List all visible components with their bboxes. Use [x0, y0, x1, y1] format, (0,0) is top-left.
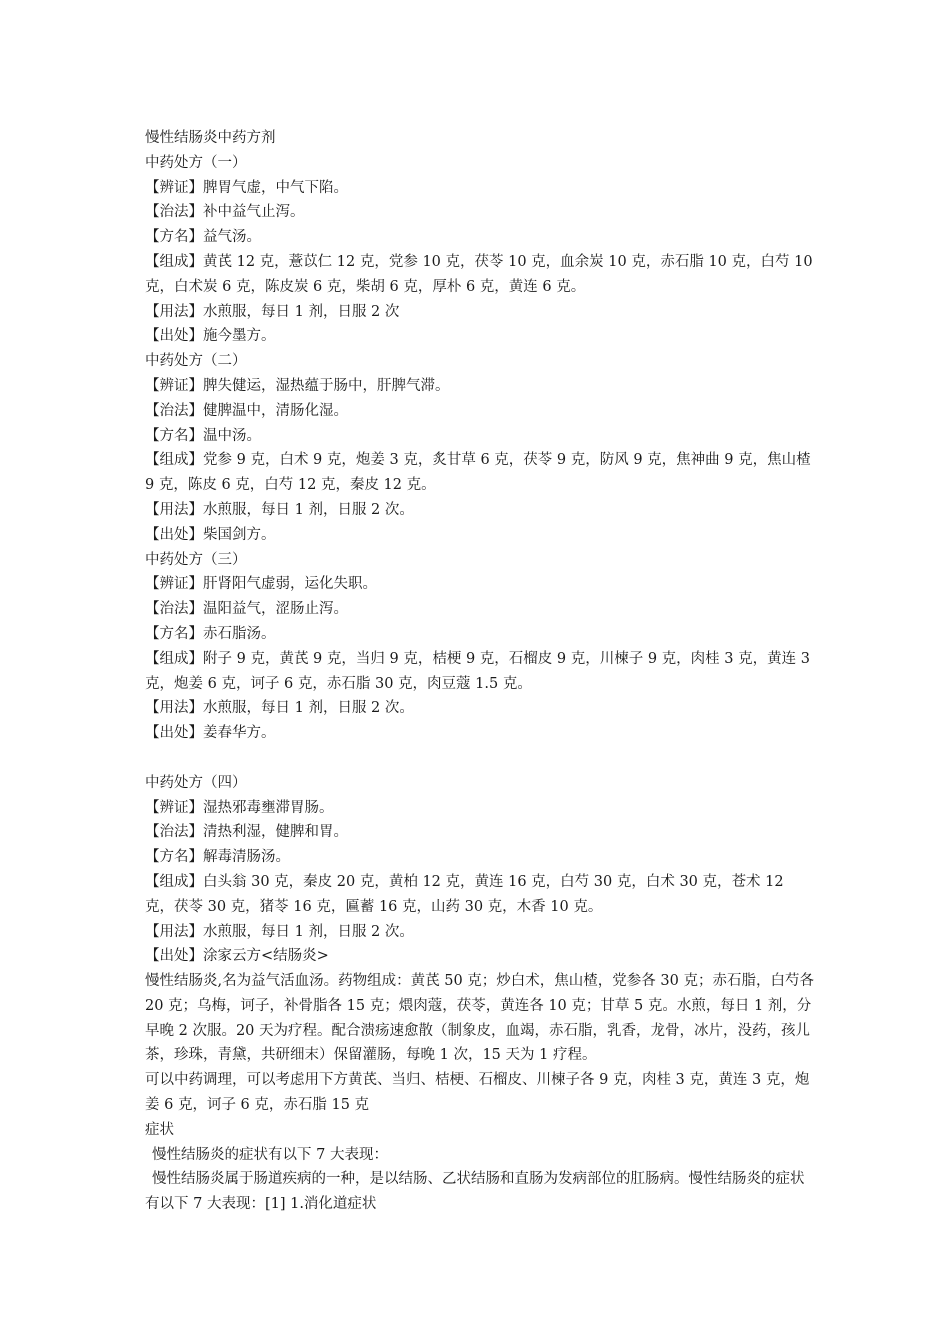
prescription-1-yongfa: 【用法】水煎服，每日 1 剂，日服 2 次	[145, 303, 400, 320]
prescription-3-heading: 中药处方（三）	[145, 551, 247, 568]
document-body	[145, 126, 815, 1217]
symptom-intro: 慢性结肠炎的症状有以下 7 大表现：	[152, 1146, 388, 1163]
prescription-4-zucheng: 【组成】白头翁 30 克，秦皮 20 克，黄柏 12 克，黄连 16 克，白芍 30 克，白术 30 克，苍术 12 克，茯苓 30 克，猪苓 16 克，匾蓄 16 克，山药 30 克，木香 10 克。	[145, 873, 784, 915]
prescription-4-chuchu: 【出处】涂家云方<结肠炎>	[145, 948, 329, 965]
prescription-1-heading: 中药处方（一）	[145, 154, 247, 171]
symptom-heading: 症状	[145, 1121, 174, 1138]
prescription-2-yongfa: 【用法】水煎服，每日 1 剂，日服 2 次。	[145, 501, 414, 518]
doc-title: 慢性结肠炎中药方剂	[145, 130, 276, 146]
prescription-3-bianzheng: 【辨证】肝肾阳气虚弱，运化失职。	[145, 576, 377, 593]
prescription-3-zucheng: 【组成】附子 9 克，黄芪 9 克，当归 9 克，桔梗 9 克，石榴皮 9 克，川楝子 9 克，肉桂 3 克，黄连 3 克，炮姜 6 克，诃子 6 克，赤石脂 30 克，肉豆蔻 1.5 克。	[145, 650, 810, 692]
prescription-2-zhifa: 【治法】健脾温中，清肠化湿。	[145, 402, 348, 419]
prescription-4-yongfa: 【用法】水煎服，每日 1 剂，日服 2 次。	[145, 923, 414, 940]
prescription-2-heading: 中药处方（二）	[145, 353, 247, 370]
prescription-1-fangming: 【方名】益气汤。	[145, 229, 261, 246]
prescription-3-zhifa: 【治法】温阳益气，涩肠止泻。	[145, 601, 348, 618]
prescription-4-zhifa: 【治法】清热利湿，健脾和胃。	[145, 824, 348, 841]
symptom-paragraph: 慢性结肠炎属于肠道疾病的一种，是以结肠、乙状结肠和直肠为发病部位的肛肠病。慢性结肠炎的症状有以下 7 大表现：[1] 1.消化道症状	[145, 1171, 805, 1213]
prescription-4-bianzheng: 【辨证】湿热邪毒壅滞胃肠。	[145, 799, 334, 816]
prescription-3-chuchu: 【出处】姜春华方。	[145, 725, 276, 742]
blank-line	[145, 746, 815, 771]
paragraph-yiqi-huoxue: 慢性结肠炎,名为益气活血汤。药物组成：黄芪 50 克；炒白术，焦山楂，党参各 30 克；赤石脂，白芍各 20 克；乌梅，诃子，补骨脂各 15 克；煨肉蔻，茯苓，黄连各 10 克；甘草 5 克。水煎，每日 1 剂，分早晚 2 次服。20 天为疗程。配合溃疡速愈散（制象皮，血竭，赤石脂，乳香，龙骨，冰片，没药，孩儿茶，珍珠，青黛，共研细末）保留灌肠，每晚 1 次，15 天为 1 疗程。	[145, 973, 814, 1064]
prescription-2-zucheng: 【组成】党参 9 克，白术 9 克，炮姜 3 克，炙甘草 6 克，茯苓 9 克，防风 9 克，焦神曲 9 克，焦山楂 9 克，陈皮 6 克，白芍 12 克，秦皮 12 克。	[145, 452, 811, 494]
prescription-2-bianzheng: 【辨证】脾失健运，湿热蕴于肠中，肝脾气滞。	[145, 377, 450, 394]
prescription-1-zhifa: 【治法】补中益气止泻。	[145, 204, 305, 221]
prescription-2-fangming: 【方名】温中汤。	[145, 427, 261, 444]
prescription-2-chuchu: 【出处】柴国剑方。	[145, 526, 276, 543]
paragraph-tiaoli: 可以中药调理，可以考虑用下方黄芪、当归、桔梗、石榴皮、川楝子各 9 克，肉桂 3 克，黄连 3 克，炮姜 6 克，诃子 6 克，赤石脂 15 克	[145, 1072, 810, 1114]
prescription-3-yongfa: 【用法】水煎服，每日 1 剂，日服 2 次。	[145, 700, 414, 717]
prescription-4-heading: 中药处方（四）	[145, 774, 247, 791]
prescription-3-fangming: 【方名】赤石脂汤。	[145, 625, 276, 642]
prescription-1-zucheng: 【组成】黄芪 12 克，薏苡仁 12 克，党参 10 克，茯苓 10 克，血余炭 10 克，赤石脂 10 克，白芍 10 克，白术炭 6 克，陈皮炭 6 克，柴胡 6 克，厚朴 6 克，黄连 6 克。	[145, 253, 813, 295]
prescription-1-bianzheng: 【辨证】脾胃气虚，中气下陷。	[145, 179, 348, 196]
prescription-1-chuchu: 【出处】施今墨方。	[145, 328, 276, 345]
prescription-4-fangming: 【方名】解毒清肠汤。	[145, 849, 290, 866]
